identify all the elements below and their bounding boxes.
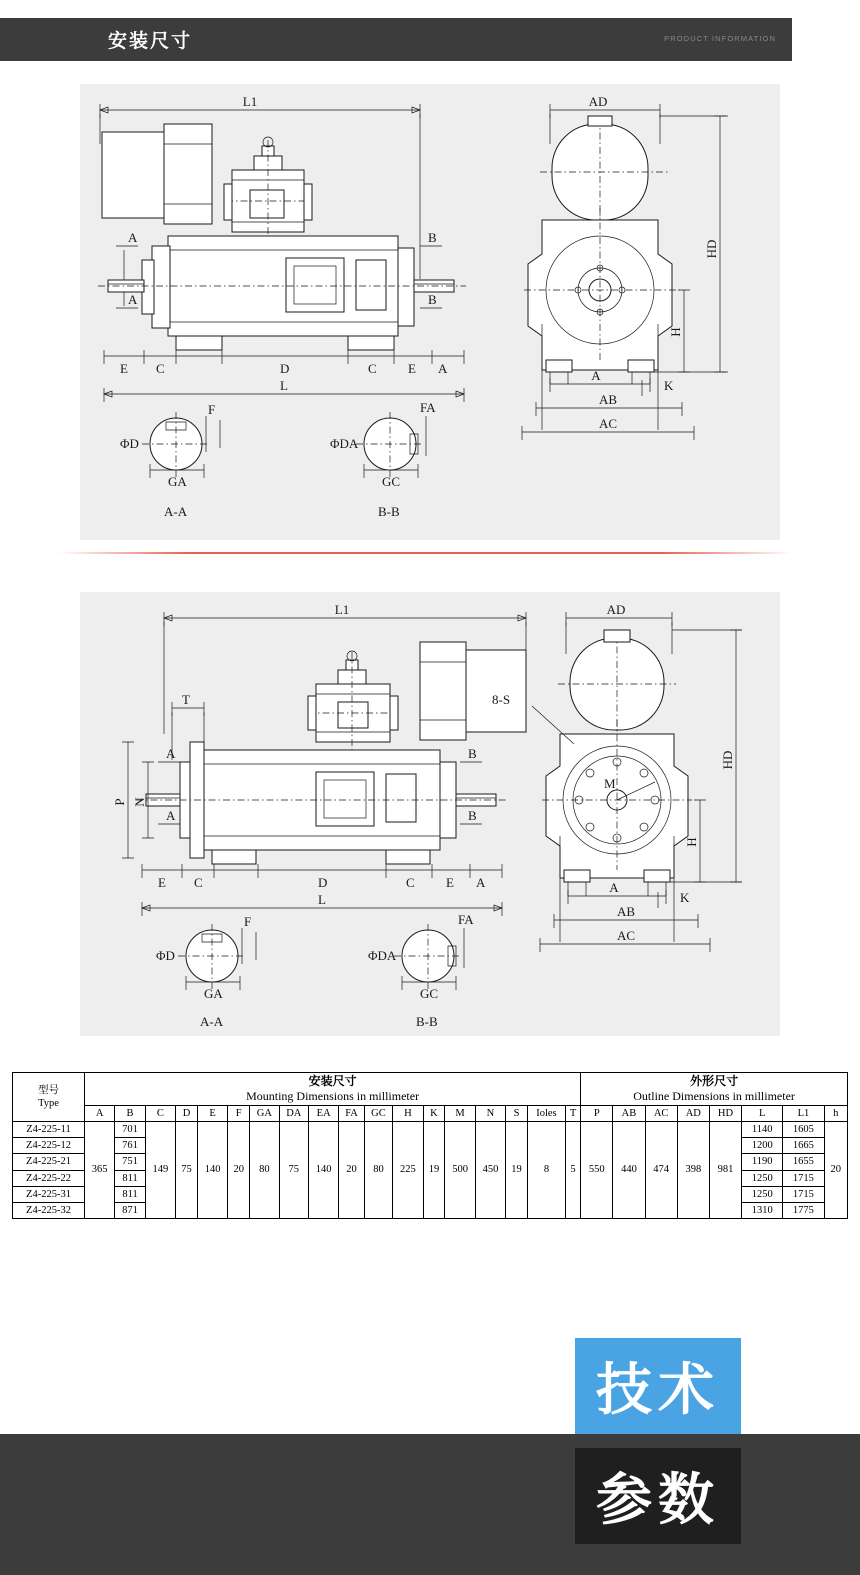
col-H: H bbox=[393, 1106, 423, 1122]
svg-text:C: C bbox=[194, 875, 203, 890]
cell-type: Z4-225-22 bbox=[13, 1170, 85, 1186]
svg-text:AC: AC bbox=[598, 416, 618, 431]
svg-text:H: H bbox=[684, 837, 699, 847]
col-D: D bbox=[176, 1106, 198, 1122]
cell-AD: 398 bbox=[677, 1122, 709, 1219]
svg-text:A: A bbox=[609, 880, 619, 895]
cell-A: 365 bbox=[85, 1122, 115, 1219]
col-EA: EA bbox=[309, 1106, 339, 1122]
svg-text:C: C bbox=[406, 875, 415, 890]
mounting-diagram-bottom bbox=[80, 592, 780, 1036]
col-C: C bbox=[145, 1106, 175, 1122]
col-DA: DA bbox=[279, 1106, 308, 1122]
cell-FA: 20 bbox=[339, 1122, 364, 1219]
svg-text:F: F bbox=[208, 402, 216, 417]
svg-text:H: H bbox=[668, 327, 683, 337]
svg-text:B-B: B-B bbox=[416, 1014, 438, 1029]
svg-text:B: B bbox=[428, 292, 437, 307]
svg-text:A: A bbox=[128, 230, 138, 245]
svg-text:L1: L1 bbox=[334, 602, 350, 617]
svg-text:K: K bbox=[664, 378, 674, 393]
svg-text:A: A bbox=[476, 875, 486, 890]
svg-text:C: C bbox=[368, 361, 377, 376]
cell-AB: 440 bbox=[613, 1122, 645, 1219]
cell-T: 5 bbox=[565, 1122, 580, 1219]
col-N: N bbox=[475, 1106, 505, 1122]
col-K: K bbox=[423, 1106, 445, 1122]
svg-text:L: L bbox=[318, 892, 326, 907]
table-column-header-row bbox=[13, 1106, 848, 1122]
svg-text:A-A: A-A bbox=[200, 1014, 224, 1029]
cell-C: 149 bbox=[145, 1122, 175, 1219]
cell-L1: 1715 bbox=[783, 1170, 824, 1186]
svg-text:GA: GA bbox=[204, 986, 223, 1001]
dimensions-table bbox=[12, 1072, 848, 1219]
col-F: F bbox=[228, 1106, 250, 1122]
cell-type: Z4-225-32 bbox=[13, 1202, 85, 1218]
svg-text:P: P bbox=[112, 798, 127, 806]
cell-B: 761 bbox=[115, 1138, 145, 1154]
cell-L: 1250 bbox=[742, 1170, 783, 1186]
cell-type: Z4-225-12 bbox=[13, 1138, 85, 1154]
col-HD: HD bbox=[709, 1106, 741, 1122]
cell-F: 20 bbox=[228, 1122, 250, 1219]
type-header-en: Type bbox=[38, 1098, 59, 1110]
cell-L: 1140 bbox=[742, 1122, 783, 1138]
cell-type: Z4-225-21 bbox=[13, 1154, 85, 1170]
svg-text:A: A bbox=[128, 292, 138, 307]
cell-P: 550 bbox=[581, 1122, 613, 1219]
svg-text:N: N bbox=[132, 797, 147, 807]
cell-M: 500 bbox=[445, 1122, 475, 1219]
col-E: E bbox=[197, 1106, 227, 1122]
cell-HD: 981 bbox=[709, 1122, 741, 1219]
cell-DA: 75 bbox=[279, 1122, 308, 1219]
cell-holes: 8 bbox=[527, 1122, 565, 1219]
cell-K: 19 bbox=[423, 1122, 445, 1219]
svg-text:M: M bbox=[604, 776, 616, 791]
type-header-cn: 型号 bbox=[38, 1084, 59, 1096]
svg-text:ΦD: ΦD bbox=[156, 948, 175, 963]
svg-text:B: B bbox=[428, 230, 437, 245]
cell-L1: 1605 bbox=[783, 1122, 824, 1138]
svg-text:E: E bbox=[408, 361, 416, 376]
dimensions-table-wrap bbox=[12, 1072, 848, 1219]
cell-type: Z4-225-31 bbox=[13, 1186, 85, 1202]
col-AC: AC bbox=[645, 1106, 677, 1122]
cell-B: 751 bbox=[115, 1154, 145, 1170]
group-mounting-en: Mounting Dimensions in millimeter bbox=[246, 1089, 420, 1103]
svg-text:AD: AD bbox=[588, 94, 608, 109]
cell-type: Z4-225-11 bbox=[13, 1122, 85, 1138]
svg-text:AC: AC bbox=[616, 928, 636, 943]
page-header bbox=[58, 18, 792, 61]
col-S: S bbox=[506, 1106, 528, 1122]
svg-text:AD: AD bbox=[606, 602, 626, 617]
header-accent-block bbox=[0, 18, 58, 61]
cell-GC: 80 bbox=[364, 1122, 392, 1219]
header-subtitle: PRODUCT INFORMATION bbox=[664, 34, 776, 43]
svg-text:ΦDA: ΦDA bbox=[368, 948, 397, 963]
cell-H: 225 bbox=[393, 1122, 423, 1219]
svg-text:T: T bbox=[182, 692, 190, 707]
cell-h: 20 bbox=[824, 1122, 847, 1219]
svg-text:HD: HD bbox=[704, 239, 719, 259]
svg-text:AB: AB bbox=[616, 904, 636, 919]
svg-text:C: C bbox=[156, 361, 165, 376]
cell-L: 1190 bbox=[742, 1154, 783, 1170]
col-GC: GC bbox=[364, 1106, 392, 1122]
svg-text:L: L bbox=[280, 378, 288, 393]
svg-text:F: F bbox=[244, 914, 252, 929]
col-M: M bbox=[445, 1106, 475, 1122]
svg-text:D: D bbox=[318, 875, 328, 890]
col-FA: FA bbox=[339, 1106, 364, 1122]
col-B: B bbox=[115, 1106, 145, 1122]
svg-text:A: A bbox=[166, 746, 176, 761]
cell-B: 871 bbox=[115, 1202, 145, 1218]
col-GA: GA bbox=[250, 1106, 279, 1122]
svg-text:E: E bbox=[446, 875, 454, 890]
svg-text:ΦDA: ΦDA bbox=[330, 436, 359, 451]
group-mounting-header bbox=[85, 1073, 581, 1106]
svg-text:A: A bbox=[166, 808, 176, 823]
svg-text:ΦD: ΦD bbox=[120, 436, 139, 451]
mounting-diagram-top bbox=[80, 84, 780, 540]
svg-text:E: E bbox=[158, 875, 166, 890]
svg-text:D: D bbox=[280, 361, 290, 376]
col-AB: AB bbox=[613, 1106, 645, 1122]
cell-L1: 1715 bbox=[783, 1186, 824, 1202]
table-row bbox=[13, 1122, 848, 1138]
svg-text:GA: GA bbox=[168, 474, 187, 489]
tech-label-block bbox=[575, 1338, 741, 1434]
cell-GA: 80 bbox=[250, 1122, 279, 1219]
cell-L: 1250 bbox=[742, 1186, 783, 1202]
col-AD: AD bbox=[677, 1106, 709, 1122]
param-label-block bbox=[575, 1448, 741, 1544]
cell-L1: 1655 bbox=[783, 1154, 824, 1170]
param-label-text: 参数 bbox=[596, 1468, 720, 1531]
cell-AC: 474 bbox=[645, 1122, 677, 1219]
svg-text:GC: GC bbox=[420, 986, 439, 1001]
svg-text:FA: FA bbox=[420, 400, 436, 415]
svg-text:FA: FA bbox=[458, 912, 474, 927]
svg-text:L1: L1 bbox=[242, 94, 258, 109]
cell-L: 1200 bbox=[742, 1138, 783, 1154]
type-header-cell bbox=[13, 1073, 85, 1122]
tech-label-text: 技术 bbox=[596, 1358, 720, 1421]
section-divider bbox=[58, 552, 792, 554]
svg-text:K: K bbox=[680, 890, 690, 905]
cell-L1: 1775 bbox=[783, 1202, 824, 1218]
svg-text:B: B bbox=[468, 746, 477, 761]
svg-text:E: E bbox=[120, 361, 128, 376]
cell-B: 811 bbox=[115, 1186, 145, 1202]
cell-D: 75 bbox=[176, 1122, 198, 1219]
cell-L: 1310 bbox=[742, 1202, 783, 1218]
cell-B: 701 bbox=[115, 1122, 145, 1138]
cell-S: 19 bbox=[506, 1122, 528, 1219]
group-mounting-cn: 安装尺寸 bbox=[308, 1074, 357, 1088]
svg-text:A: A bbox=[438, 361, 448, 376]
svg-text:B: B bbox=[468, 808, 477, 823]
cell-N: 450 bbox=[475, 1122, 505, 1219]
group-outline-header bbox=[581, 1073, 848, 1106]
svg-text:AB: AB bbox=[598, 392, 618, 407]
cell-EA: 140 bbox=[309, 1122, 339, 1219]
group-outline-cn: 外形尺寸 bbox=[690, 1074, 739, 1088]
page-title: 安装尺寸 bbox=[108, 31, 193, 52]
svg-text:A-A: A-A bbox=[164, 504, 188, 519]
col-L: L bbox=[742, 1106, 783, 1122]
table-group-header-row bbox=[13, 1073, 848, 1106]
cell-E: 140 bbox=[197, 1122, 227, 1219]
col-L1: L1 bbox=[783, 1106, 824, 1122]
svg-text:B-B: B-B bbox=[378, 504, 400, 519]
col-h: h bbox=[824, 1106, 847, 1122]
col-holes: Ioles bbox=[527, 1106, 565, 1122]
svg-text:8-S: 8-S bbox=[492, 692, 511, 707]
svg-text:HD: HD bbox=[720, 750, 735, 770]
col-T: T bbox=[565, 1106, 580, 1122]
col-A: A bbox=[85, 1106, 115, 1122]
group-outline-en: Outline Dimensions in millimeter bbox=[633, 1089, 795, 1103]
svg-text:GC: GC bbox=[382, 474, 401, 489]
cell-L1: 1665 bbox=[783, 1138, 824, 1154]
cell-B: 811 bbox=[115, 1170, 145, 1186]
col-P: P bbox=[581, 1106, 613, 1122]
svg-text:A: A bbox=[591, 368, 601, 383]
